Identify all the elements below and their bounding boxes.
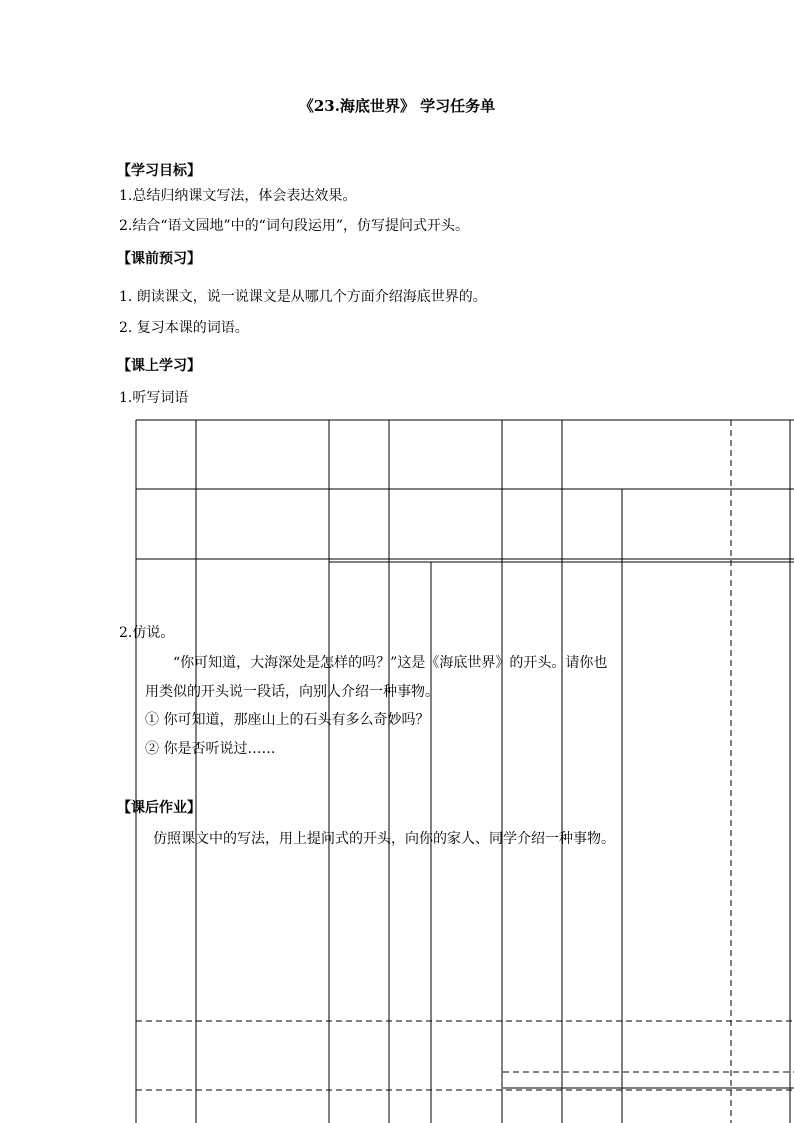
- preview-item-2: 2. 复习本课的词语。: [119, 320, 249, 336]
- imitate-example-1: ① 你可知道，那座山上的石头有多么奇妙吗？: [145, 712, 430, 728]
- page-title: 《23.海底世界》 学习任务单: [298, 97, 496, 115]
- homework-text: 仿照课文中的写法，用上提问式的开头，向你的家人、同学介绍一种事物。: [153, 831, 615, 847]
- preview-heading: 【课前预习】: [117, 251, 201, 267]
- classwork-heading: 【课上学习】: [117, 358, 201, 374]
- goals-heading: 【学习目标】: [117, 163, 201, 179]
- goal-item-1: 1.总结归纳课文写法，体会表达效果。: [119, 188, 357, 204]
- dictation-label: 1.听写词语: [119, 390, 189, 406]
- preview-item-1: 1. 朗读课文，说一说课文是从哪几个方面介绍海底世界的。: [119, 289, 487, 305]
- goal-item-2: 2.结合“语文园地”中的“词句段运用”，仿写提问式开头。: [119, 218, 469, 234]
- imitate-example-2: ② 你是否听说过……: [145, 741, 276, 757]
- imitate-paragraph-line-1: “你可知道，大海深处是怎样的吗？”这是《海底世界》的开头。请你也: [173, 655, 608, 671]
- imitate-label: 2.仿说。: [119, 625, 175, 641]
- imitate-paragraph-line-2: 用类似的开头说一段话，向别人介绍一种事物。: [145, 684, 439, 700]
- homework-heading: 【课后作业】: [117, 800, 201, 816]
